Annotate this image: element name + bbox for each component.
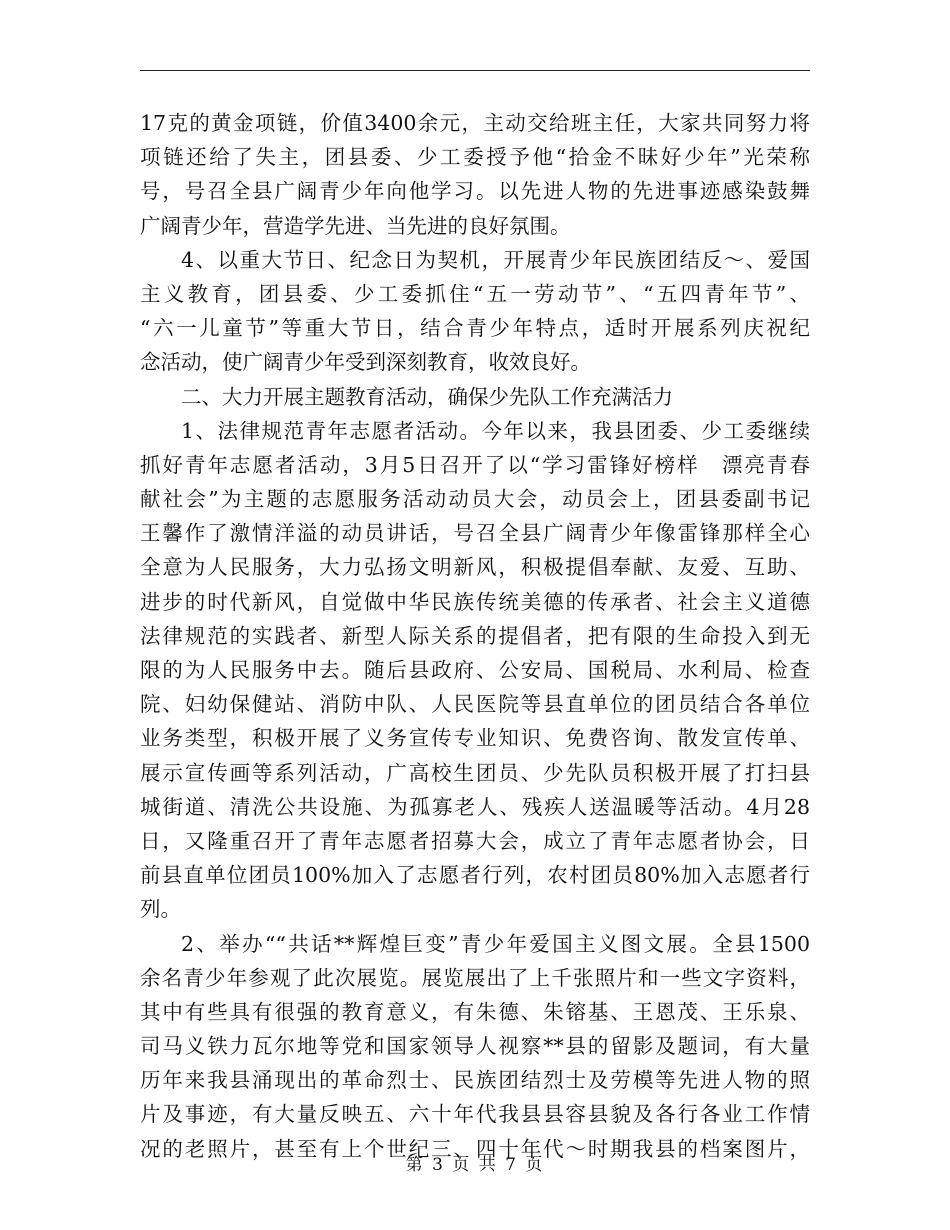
text-line: 17克的黄金项链，价值3400余元，主动交给班主任，大家共同努力将 <box>140 111 810 135</box>
text-line: 前县直单位团员100%加入了志愿者行列，农村团员80%加入志愿者行 <box>140 863 810 888</box>
text-line: 王馨作了激情洋溢的动员讲话，号召全县广阔青少年像雷锋那样全心 <box>140 521 810 546</box>
text-line: 展示宣传画等系列活动，广高校生团员、少先队员积极开展了打扫县 <box>140 760 810 785</box>
text-line: 法律规范的实践者、新型人际关系的提倡者，把有限的生命投入到无 <box>140 623 810 648</box>
text-line: 限的为人民服务中去。随后县政府、公安局、国税局、水利局、检查 <box>140 658 810 682</box>
text-line: 况的老照片，甚至有上个世纪三、四十年代～时期我县的档案图片， <box>140 1136 810 1161</box>
text-line: 1、法律规范青年志愿者活动。今年以来，我县团委、少工委继续 <box>181 418 810 443</box>
text-line: 余名青少年参观了此次展览。展览展出了上千张照片和一些文字资料， <box>140 965 810 990</box>
text-line: 其中有些具有很强的教育意义，有朱德、朱镕基、王恩茂、王乐泉、 <box>140 999 810 1024</box>
text-line: 2、举办““共话**辉煌巨变”青少年爱国主义图文展。全县1500 <box>181 931 810 956</box>
text-line: 项链还给了失主，团县委、少工委授予他“拾金不昧好少年”光荣称 <box>140 145 810 170</box>
text-line: 二、大力开展主题教育活动，确保少先队工作充满活力 <box>181 384 673 409</box>
text-line: 全意为人民服务，大力弘扬文明新风，积极提倡奉献、友爱、互助、 <box>140 555 810 580</box>
text-line: 4、以重大节日、纪念日为契机，开展青少年民族团结反～、爱国 <box>181 247 810 272</box>
text-line: 业务类型，积极开展了义务宣传专业知识、免费咨询、散发宣传单、 <box>140 726 810 751</box>
text-line: 片及事迹，有大量反映五、六十年代我县县容县貌及各行各业工作情 <box>140 1102 810 1127</box>
document-body <box>140 106 810 1166</box>
header-rule <box>140 70 810 71</box>
text-line: 献社会”为主题的志愿服务活动动员大会，动员会上，团县委副书记 <box>140 487 810 512</box>
text-line: 抓好青年志愿者活动，3月5日召开了以“学习雷锋好榜样 漂亮青春 <box>140 452 810 477</box>
text-line: 日，又隆重召开了青年志愿者招募大会，成立了青年志愿者协会，日 <box>140 828 810 853</box>
page-footer: 第 3 页 共 7 页 <box>405 1155 545 1175</box>
text-line: 院、妇幼保健站、消防中队、人民医院等县直单位的团员结合各单位 <box>140 692 810 717</box>
text-line: 司马义铁力瓦尔地等党和国家领导人视察**县的留影及题词，有大量 <box>140 1034 810 1059</box>
text-line: 城街道、清洗公共设施、为孤寡老人、残疾人送温暖等活动。4月28 <box>140 794 810 819</box>
text-line: 进步的时代新风，自觉做中华民族传统美德的传承者、社会主义道德 <box>140 589 810 614</box>
text-line: 列。 <box>140 897 181 922</box>
text-line: “六一儿童节”等重大节日，结合青少年特点，适时开展系列庆祝纪 <box>140 316 810 341</box>
text-line: 号，号召全县广阔青少年向他学习。以先进人物的先进事迹感染鼓舞 <box>140 179 810 204</box>
text-line: 历年来我县涌现出的革命烈士、民族团结烈士及劳模等先进人物的照 <box>140 1068 810 1093</box>
text-line: 主义教育，团县委、少工委抓住“五一劳动节”、“五四青年节”、 <box>140 281 810 306</box>
text-line: 念活动，使广阔青少年受到深刻教育，收效良好。 <box>140 350 591 375</box>
text-line: 广阔青少年，营造学先进、当先进的良好氛围。 <box>140 213 571 238</box>
